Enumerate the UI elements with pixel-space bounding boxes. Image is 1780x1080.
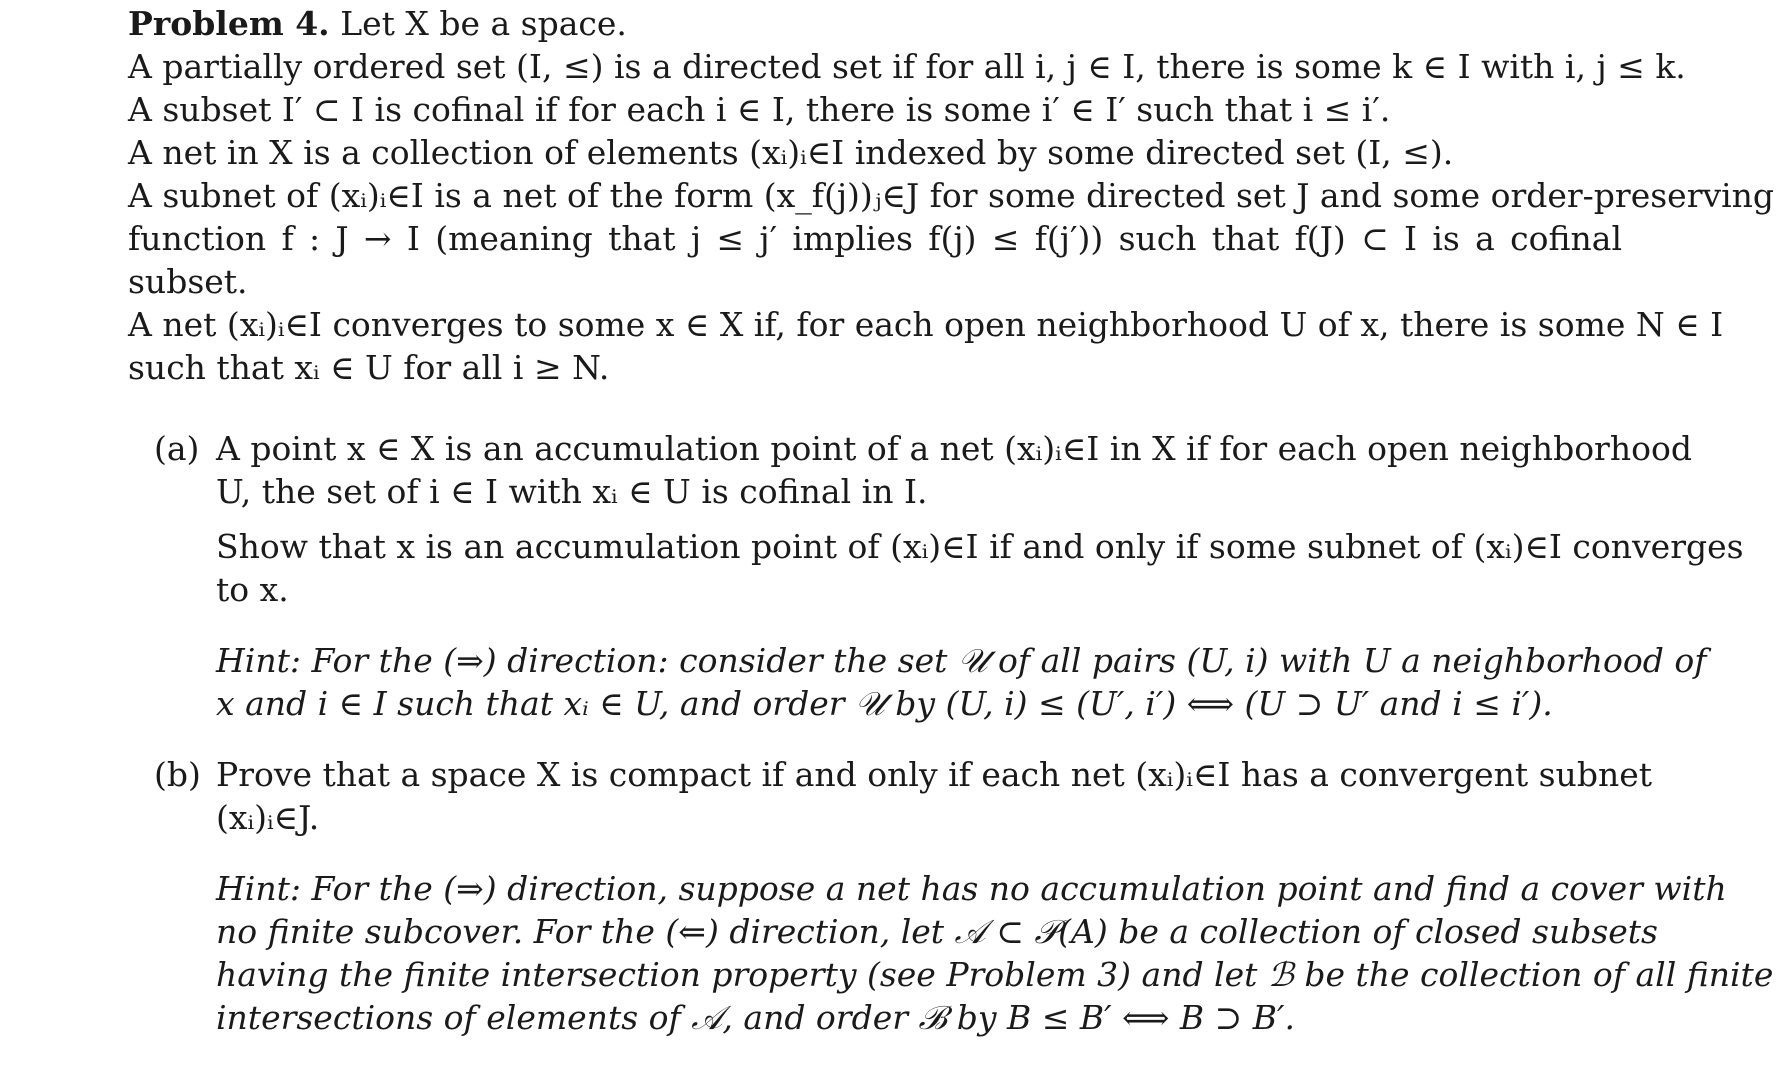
part-a-task-line-2: to x. <box>216 570 289 609</box>
part-b-task-line-1 <box>154 753 1652 796</box>
part-a-def-text-1: A point x ∈ X is an accumulation point of a net (xᵢ)ᵢ∈I in X if for each open neighborhood <box>216 429 1692 468</box>
def-subnet-line-2: function f : J → I (meaning that j ≤ j′ implies f(j) ≤ f(j′)) such that f(J) ⊂ I is a cofinal <box>128 219 1622 258</box>
part-a-def-line-2: U, the set of i ∈ I with xᵢ ∈ U is cofinal in I. <box>216 472 928 511</box>
part-b-label: (b) <box>154 755 201 794</box>
def-net: A net in X is a collection of elements (xᵢ)ᵢ∈I indexed by some directed set (I, ≤). <box>128 133 1454 172</box>
part-b-hint-line-2: no finite subcover. For the (⇐) direction, let 𝒜 ⊂ 𝒫(A) be a collection of closed subsets <box>216 912 1658 951</box>
def-converges-line-2: such that xᵢ ∈ U for all i ≥ N. <box>128 348 610 387</box>
part-b <box>128 753 1780 1039</box>
part-a-def-line-1 <box>154 427 1692 470</box>
problem-heading: Problem 4. <box>128 4 330 43</box>
part-b-hint-line-4: intersections of elements of 𝒜, and order ℬ by B ≤ B′ ⟺ B ⊃ B′. <box>216 998 1295 1037</box>
part-b-hint-line-3: having the finite intersection property (see Problem 3) and let ℬ be the collection of all finite <box>216 955 1774 994</box>
def-directed-set: A partially ordered set (I, ≤) is a directed set if for all i, j ∈ I, there is some k ∈ I with i, j ≤ k. <box>128 47 1686 86</box>
def-cofinal: A subset I′ ⊂ I is cofinal if for each i ∈ I, there is some i′ ∈ I′ such that i ≤ i′. <box>128 90 1391 129</box>
part-a <box>128 427 1780 725</box>
part-a-task-line-1: Show that x is an accumulation point of (xᵢ)∈I if and only if some subnet of (xᵢ)∈I converges <box>216 527 1744 566</box>
part-a-label: (a) <box>154 429 200 468</box>
part-b-task-line-2: (xᵢ)ᵢ∈J. <box>216 798 320 837</box>
def-converges-line-1: A net (xᵢ)ᵢ∈I converges to some x ∈ X if, for each open neighborhood U of x, there is some N ∈ I <box>128 305 1724 344</box>
part-a-hint-line-1: Hint: For the (⇒) direction: consider the set 𝒰 of all pairs (U, i) with U a neighborhood of <box>216 641 1707 680</box>
def-subnet-line-1: A subnet of (xᵢ)ᵢ∈I is a net of the form (x_f(j))ⱼ∈J for some directed set J and some order-preserving <box>128 176 1775 215</box>
part-a-hint-line-2: x and i ∈ I such that xᵢ ∈ U, and order 𝒰 by (U, i) ≤ (U′, i′) ⟺ (U ⊃ U′ and i ≤ i′). <box>216 684 1553 723</box>
def-subnet-line-3: subset. <box>128 262 248 301</box>
part-b-task-text-1: Prove that a space X is compact if and only if each net (xᵢ)ᵢ∈I has a convergent subnet <box>216 755 1652 794</box>
problem-heading-line <box>128 2 1780 45</box>
part-b-hint-line-1: Hint: For the (⇒) direction, suppose a net has no accumulation point and find a cover with <box>216 869 1727 908</box>
problem-intro: Let X be a space. <box>340 4 627 43</box>
